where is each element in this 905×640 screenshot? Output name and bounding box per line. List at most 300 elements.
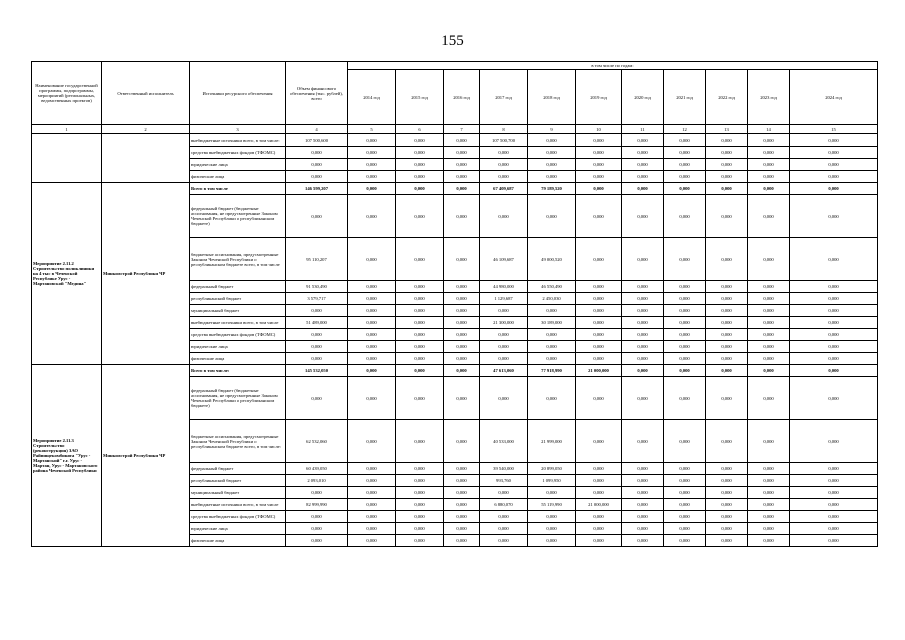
year-amount: 0,000 bbox=[348, 171, 396, 183]
year-amount: 0,000 bbox=[396, 341, 444, 353]
year-amount: 0,000 bbox=[790, 159, 878, 171]
year-amount: 0,000 bbox=[444, 317, 480, 329]
total-amount: 60 439,050 bbox=[286, 463, 348, 475]
year-amount: 0,000 bbox=[748, 134, 790, 147]
responsible-executor: Минкомстрой Республики ЧР bbox=[102, 365, 190, 547]
year-amount: 0,000 bbox=[528, 511, 576, 523]
year-amount: 0,000 bbox=[622, 281, 664, 293]
year-amount: 0,000 bbox=[396, 281, 444, 293]
year-amount: 0,000 bbox=[396, 420, 444, 463]
total-amount: 51 489,000 bbox=[286, 317, 348, 329]
year-amount: 0,000 bbox=[528, 353, 576, 365]
year-amount: 0,000 bbox=[576, 475, 622, 487]
funding-source: внебюджетные источники всего, в том числе bbox=[190, 317, 286, 329]
year-amount: 0,000 bbox=[706, 329, 748, 341]
year-amount: 0,000 bbox=[576, 281, 622, 293]
year-amount: 0,000 bbox=[396, 511, 444, 523]
year-amount: 0,000 bbox=[576, 317, 622, 329]
year-amount: 0,000 bbox=[664, 293, 706, 305]
year-amount: 79 189,520 bbox=[528, 183, 576, 195]
year-amount: 0,000 bbox=[576, 329, 622, 341]
year-amount: 0,000 bbox=[706, 377, 748, 420]
year-amount: 0,000 bbox=[664, 523, 706, 535]
year-amount: 0,000 bbox=[528, 487, 576, 499]
header-year: 2021 год bbox=[664, 70, 706, 125]
year-amount: 0,000 bbox=[622, 487, 664, 499]
year-amount: 0,000 bbox=[348, 159, 396, 171]
year-amount: 0,000 bbox=[480, 305, 528, 317]
year-amount: 0,000 bbox=[622, 171, 664, 183]
year-amount: 0,000 bbox=[748, 183, 790, 195]
year-amount: 0,000 bbox=[396, 353, 444, 365]
year-amount: 0,000 bbox=[748, 475, 790, 487]
header-year: 2020 год bbox=[622, 70, 664, 125]
year-amount: 0,000 bbox=[480, 171, 528, 183]
year-amount: 0,000 bbox=[444, 195, 480, 238]
column-number: 6 bbox=[396, 125, 444, 134]
activity-name: Мероприятие 2.11.3 Строительство (реконструкция) ЗАО Райпищекомбината "Урус - Мартанский" г.г. Урус - Мартан, Урус - Мартановского района Чеченской Республики bbox=[32, 365, 102, 547]
funding-source: муниципальный бюджет bbox=[190, 487, 286, 499]
header-year: 2019 год bbox=[576, 70, 622, 125]
year-amount: 0,000 bbox=[706, 341, 748, 353]
year-amount: 107 500,700 bbox=[480, 134, 528, 147]
year-amount: 0,000 bbox=[748, 535, 790, 547]
year-amount: 21 000,000 bbox=[576, 365, 622, 377]
total-amount: 91 530,490 bbox=[286, 281, 348, 293]
year-amount: 0,000 bbox=[576, 195, 622, 238]
year-amount: 0,000 bbox=[396, 293, 444, 305]
funding-source: федеральный бюджет (бюджетные ассигнования, не предусмотренные Законом Чеченской Республики о республиканском бюджете) bbox=[190, 195, 286, 238]
header-executor: Ответственный исполнитель bbox=[102, 62, 190, 125]
header-year: 2015 год bbox=[396, 70, 444, 125]
year-amount: 0,000 bbox=[348, 365, 396, 377]
year-amount: 0,000 bbox=[528, 523, 576, 535]
year-amount: 0,000 bbox=[790, 420, 878, 463]
funding-source: внебюджетные источники всего, в том числе bbox=[190, 499, 286, 511]
funding-source: средства внебюджетных фондов (ТФОМС) bbox=[190, 329, 286, 341]
year-amount: 0,000 bbox=[664, 281, 706, 293]
column-number: 11 bbox=[622, 125, 664, 134]
header-year: 2018 год bbox=[528, 70, 576, 125]
year-amount: 0,000 bbox=[706, 535, 748, 547]
year-amount: 0,000 bbox=[576, 353, 622, 365]
table-row bbox=[32, 365, 878, 377]
header-name: Наименование государственной программы, подпрограммы, мероприятий (региональных, ведомственных проектов) bbox=[32, 62, 102, 125]
year-amount: 0,000 bbox=[622, 535, 664, 547]
column-number: 5 bbox=[348, 125, 396, 134]
year-amount: 0,000 bbox=[748, 463, 790, 475]
year-amount: 0,000 bbox=[480, 195, 528, 238]
header-year: 2014 год bbox=[348, 70, 396, 125]
total-amount: 0,000 bbox=[286, 511, 348, 523]
total-amount: 95 110,207 bbox=[286, 238, 348, 281]
year-amount: 0,000 bbox=[396, 147, 444, 159]
header-year: 2024 год bbox=[790, 70, 878, 125]
year-amount: 0,000 bbox=[576, 183, 622, 195]
year-amount: 0,000 bbox=[664, 511, 706, 523]
year-amount: 0,000 bbox=[622, 475, 664, 487]
year-amount: 67 409,687 bbox=[480, 183, 528, 195]
year-amount: 0,000 bbox=[706, 365, 748, 377]
year-amount: 0,000 bbox=[748, 487, 790, 499]
year-amount: 0,000 bbox=[444, 365, 480, 377]
year-amount: 0,000 bbox=[396, 463, 444, 475]
year-amount: 77 918,990 bbox=[528, 365, 576, 377]
year-amount: 21 000,000 bbox=[576, 499, 622, 511]
year-amount: 39 540,000 bbox=[480, 463, 528, 475]
year-amount: 0,000 bbox=[348, 305, 396, 317]
year-amount: 0,000 bbox=[444, 238, 480, 281]
column-number: 3 bbox=[190, 125, 286, 134]
year-amount: 0,000 bbox=[348, 353, 396, 365]
header-source: Источники ресурсного обеспечения bbox=[190, 62, 286, 125]
total-amount: 0,000 bbox=[286, 353, 348, 365]
year-amount: 0,000 bbox=[664, 353, 706, 365]
year-amount: 0,000 bbox=[706, 238, 748, 281]
year-amount: 0,000 bbox=[348, 329, 396, 341]
year-amount: 0,000 bbox=[748, 329, 790, 341]
year-amount: 0,000 bbox=[528, 377, 576, 420]
total-amount: 3 579,717 bbox=[286, 293, 348, 305]
year-amount: 0,000 bbox=[444, 420, 480, 463]
funding-source: федеральный бюджет bbox=[190, 463, 286, 475]
year-amount: 0,000 bbox=[348, 341, 396, 353]
year-amount: 0,000 bbox=[748, 499, 790, 511]
total-amount: 2 093,010 bbox=[286, 475, 348, 487]
year-amount: 0,000 bbox=[480, 329, 528, 341]
year-amount: 0,000 bbox=[790, 535, 878, 547]
year-amount: 0,000 bbox=[348, 238, 396, 281]
header-year: 2016 год bbox=[444, 70, 480, 125]
year-amount: 0,000 bbox=[622, 353, 664, 365]
year-amount: 0,000 bbox=[664, 499, 706, 511]
year-amount: 40 533,000 bbox=[480, 420, 528, 463]
total-amount: 0,000 bbox=[286, 341, 348, 353]
activity-name bbox=[32, 134, 102, 183]
year-amount: 0,000 bbox=[622, 499, 664, 511]
funding-source: внебюджетные источники всего, в том числе: bbox=[190, 134, 286, 147]
year-amount: 0,000 bbox=[706, 195, 748, 238]
funding-source: средства внебюджетных фондов (ТФОМС) bbox=[190, 511, 286, 523]
year-amount: 0,000 bbox=[706, 147, 748, 159]
year-amount: 0,000 bbox=[576, 377, 622, 420]
year-amount: 0,000 bbox=[348, 420, 396, 463]
year-amount: 0,000 bbox=[706, 183, 748, 195]
year-amount: 0,000 bbox=[348, 195, 396, 238]
year-amount: 0,000 bbox=[790, 171, 878, 183]
year-amount: 0,000 bbox=[706, 171, 748, 183]
year-amount: 0,000 bbox=[706, 353, 748, 365]
year-amount: 0,000 bbox=[622, 305, 664, 317]
year-amount: 0,000 bbox=[748, 147, 790, 159]
year-amount: 0,000 bbox=[706, 305, 748, 317]
year-amount: 0,000 bbox=[444, 523, 480, 535]
year-amount: 0,000 bbox=[748, 377, 790, 420]
year-amount: 0,000 bbox=[706, 511, 748, 523]
year-amount: 0,000 bbox=[396, 523, 444, 535]
year-amount: 0,000 bbox=[396, 183, 444, 195]
year-amount: 0,000 bbox=[576, 523, 622, 535]
year-amount: 0,000 bbox=[444, 281, 480, 293]
year-amount: 0,000 bbox=[444, 134, 480, 147]
table-row bbox=[32, 134, 878, 147]
column-number: 13 bbox=[706, 125, 748, 134]
year-amount: 0,000 bbox=[348, 475, 396, 487]
column-number: 12 bbox=[664, 125, 706, 134]
funding-source: Всего в том числе bbox=[190, 183, 286, 195]
year-amount: 0,000 bbox=[706, 463, 748, 475]
total-amount: 0,000 bbox=[286, 329, 348, 341]
total-amount: 0,000 bbox=[286, 159, 348, 171]
column-number: 7 bbox=[444, 125, 480, 134]
year-amount: 0,000 bbox=[528, 147, 576, 159]
year-amount: 0,000 bbox=[748, 293, 790, 305]
year-amount: 0,000 bbox=[790, 523, 878, 535]
year-amount: 0,000 bbox=[664, 238, 706, 281]
year-amount: 0,000 bbox=[396, 134, 444, 147]
year-amount: 0,000 bbox=[348, 377, 396, 420]
year-amount: 0,000 bbox=[396, 238, 444, 281]
year-amount: 0,000 bbox=[348, 134, 396, 147]
total-amount: 145 532,050 bbox=[286, 365, 348, 377]
page-number: 155 bbox=[441, 33, 464, 49]
year-amount: 0,000 bbox=[576, 420, 622, 463]
column-number: 8 bbox=[480, 125, 528, 134]
column-number: 10 bbox=[576, 125, 622, 134]
year-amount: 0,000 bbox=[664, 147, 706, 159]
year-amount: 44 980,000 bbox=[480, 281, 528, 293]
year-amount: 0,000 bbox=[480, 341, 528, 353]
year-amount: 0,000 bbox=[444, 511, 480, 523]
year-amount: 993,760 bbox=[480, 475, 528, 487]
year-amount: 55 119,990 bbox=[528, 499, 576, 511]
year-amount: 0,000 bbox=[622, 238, 664, 281]
year-amount: 0,000 bbox=[664, 535, 706, 547]
funding-source: бюджетные ассигнования, предусмотренные Законом Чеченской Республики о республиканском бюджете всего, в том числе: bbox=[190, 420, 286, 463]
year-amount: 0,000 bbox=[480, 353, 528, 365]
year-amount: 0,000 bbox=[790, 238, 878, 281]
year-amount: 0,000 bbox=[444, 377, 480, 420]
year-amount: 0,000 bbox=[790, 511, 878, 523]
responsible-executor: Минкомстрой Республики ЧР bbox=[102, 183, 190, 365]
year-amount: 0,000 bbox=[790, 195, 878, 238]
year-amount: 0,000 bbox=[706, 487, 748, 499]
header-year: 2023 год bbox=[748, 70, 790, 125]
year-amount: 0,000 bbox=[706, 293, 748, 305]
year-amount: 0,000 bbox=[706, 281, 748, 293]
year-amount: 0,000 bbox=[528, 171, 576, 183]
year-amount: 0,000 bbox=[444, 159, 480, 171]
year-amount: 0,000 bbox=[480, 159, 528, 171]
total-amount: 82 999,990 bbox=[286, 499, 348, 511]
total-amount: 0,000 bbox=[286, 535, 348, 547]
year-amount: 0,000 bbox=[664, 377, 706, 420]
year-amount: 0,000 bbox=[748, 511, 790, 523]
year-amount: 0,000 bbox=[444, 183, 480, 195]
year-amount: 0,000 bbox=[396, 317, 444, 329]
year-amount: 0,000 bbox=[790, 147, 878, 159]
year-amount: 0,000 bbox=[748, 195, 790, 238]
year-amount: 0,000 bbox=[622, 463, 664, 475]
year-amount: 0,000 bbox=[444, 171, 480, 183]
total-amount: 62 532,060 bbox=[286, 420, 348, 463]
funding-source: физические лица bbox=[190, 353, 286, 365]
funding-source: федеральный бюджет (бюджетные ассигнования, не предусмотренные Законом Чеченской Республики о республиканском бюджете) bbox=[190, 377, 286, 420]
year-amount: 0,000 bbox=[706, 523, 748, 535]
total-amount: 0,000 bbox=[286, 487, 348, 499]
total-amount: 0,000 bbox=[286, 171, 348, 183]
total-amount: 0,000 bbox=[286, 305, 348, 317]
year-amount: 0,000 bbox=[528, 535, 576, 547]
total-amount: 0,000 bbox=[286, 147, 348, 159]
year-amount: 0,000 bbox=[748, 353, 790, 365]
header-total: Объем финансового обеспечения (тыс. рублей), всего bbox=[286, 62, 348, 125]
year-amount: 0,000 bbox=[576, 147, 622, 159]
year-amount: 0,000 bbox=[748, 238, 790, 281]
year-amount: 46 109,687 bbox=[480, 238, 528, 281]
year-amount: 49 000,520 bbox=[528, 238, 576, 281]
year-amount: 0,000 bbox=[528, 195, 576, 238]
year-amount: 0,000 bbox=[790, 353, 878, 365]
year-amount: 0,000 bbox=[790, 463, 878, 475]
year-amount: 0,000 bbox=[396, 159, 444, 171]
year-amount: 0,000 bbox=[748, 281, 790, 293]
year-amount: 0,000 bbox=[622, 329, 664, 341]
year-amount: 0,000 bbox=[396, 195, 444, 238]
year-amount: 0,000 bbox=[664, 329, 706, 341]
year-amount: 0,000 bbox=[706, 499, 748, 511]
year-amount: 0,000 bbox=[664, 317, 706, 329]
year-amount: 0,000 bbox=[396, 499, 444, 511]
year-amount: 0,000 bbox=[790, 329, 878, 341]
year-amount: 0,000 bbox=[528, 159, 576, 171]
funding-source: юридические лица bbox=[190, 159, 286, 171]
funding-source: муниципальный бюджет bbox=[190, 305, 286, 317]
year-amount: 0,000 bbox=[480, 511, 528, 523]
year-amount: 0,000 bbox=[622, 365, 664, 377]
year-amount: 0,000 bbox=[748, 523, 790, 535]
year-amount: 0,000 bbox=[664, 195, 706, 238]
column-number: 4 bbox=[286, 125, 348, 134]
year-amount: 0,000 bbox=[790, 305, 878, 317]
activity-name: Мероприятие 2.11.2 Строительство поликлиники на 4 тыс в Чеченской Республике Урус - Мартановской "Медина" bbox=[32, 183, 102, 365]
year-amount: 0,000 bbox=[664, 134, 706, 147]
year-amount: 0,000 bbox=[748, 305, 790, 317]
year-amount: 0,000 bbox=[664, 487, 706, 499]
year-amount: 0,000 bbox=[528, 329, 576, 341]
year-amount: 0,000 bbox=[664, 420, 706, 463]
header-year: 2017 год bbox=[480, 70, 528, 125]
year-amount: 0,000 bbox=[790, 183, 878, 195]
year-amount: 0,000 bbox=[480, 523, 528, 535]
year-amount: 0,000 bbox=[396, 171, 444, 183]
year-amount: 0,000 bbox=[348, 317, 396, 329]
year-amount: 20 899,050 bbox=[528, 463, 576, 475]
funding-source: федеральный бюджет bbox=[190, 281, 286, 293]
year-amount: 0,000 bbox=[396, 329, 444, 341]
year-amount: 0,000 bbox=[706, 475, 748, 487]
column-number: 15 bbox=[790, 125, 878, 134]
year-amount: 0,000 bbox=[444, 329, 480, 341]
year-amount: 0,000 bbox=[528, 134, 576, 147]
year-amount: 0,000 bbox=[622, 377, 664, 420]
year-amount: 0,000 bbox=[622, 511, 664, 523]
year-amount: 0,000 bbox=[444, 535, 480, 547]
year-amount: 0,000 bbox=[348, 147, 396, 159]
year-amount: 46 550,490 bbox=[528, 281, 576, 293]
funding-source: республиканский бюджет bbox=[190, 293, 286, 305]
year-amount: 0,000 bbox=[664, 365, 706, 377]
year-amount: 0,000 bbox=[664, 341, 706, 353]
year-amount: 1 129,687 bbox=[480, 293, 528, 305]
year-amount: 0,000 bbox=[576, 463, 622, 475]
year-amount: 0,000 bbox=[528, 341, 576, 353]
funding-source: средства внебюджетных фондов (ТФОМС) bbox=[190, 147, 286, 159]
year-amount: 0,000 bbox=[348, 499, 396, 511]
table-row bbox=[32, 183, 878, 195]
year-amount: 0,000 bbox=[396, 365, 444, 377]
year-amount: 0,000 bbox=[622, 293, 664, 305]
year-amount: 0,000 bbox=[396, 377, 444, 420]
year-amount: 0,000 bbox=[576, 341, 622, 353]
year-amount: 21 300,000 bbox=[480, 317, 528, 329]
year-amount: 0,000 bbox=[748, 171, 790, 183]
year-amount: 0,000 bbox=[576, 238, 622, 281]
year-amount: 0,000 bbox=[576, 159, 622, 171]
year-amount: 0,000 bbox=[444, 353, 480, 365]
year-amount: 0,000 bbox=[790, 317, 878, 329]
year-amount: 0,000 bbox=[622, 523, 664, 535]
year-amount: 0,000 bbox=[348, 511, 396, 523]
year-amount: 0,000 bbox=[480, 147, 528, 159]
year-amount: 0,000 bbox=[622, 420, 664, 463]
year-amount: 0,000 bbox=[444, 499, 480, 511]
year-amount: 0,000 bbox=[748, 365, 790, 377]
year-amount: 0,000 bbox=[790, 293, 878, 305]
year-amount: 0,000 bbox=[664, 475, 706, 487]
year-amount: 0,000 bbox=[396, 475, 444, 487]
year-amount: 0,000 bbox=[664, 171, 706, 183]
column-number: 2 bbox=[102, 125, 190, 134]
year-amount: 0,000 bbox=[622, 317, 664, 329]
funding-table bbox=[31, 61, 878, 547]
year-amount: 0,000 bbox=[528, 305, 576, 317]
year-amount: 0,000 bbox=[622, 134, 664, 147]
year-amount: 0,000 bbox=[790, 134, 878, 147]
year-amount: 0,000 bbox=[396, 487, 444, 499]
total-amount: 0,000 bbox=[286, 377, 348, 420]
column-number: 9 bbox=[528, 125, 576, 134]
year-amount: 0,000 bbox=[790, 377, 878, 420]
year-amount: 0,000 bbox=[706, 420, 748, 463]
funding-source: бюджетные ассигнования, предусмотренные Законом Чеченской Республики о республиканском бюджете всего, в том числе bbox=[190, 238, 286, 281]
year-amount: 0,000 bbox=[348, 463, 396, 475]
year-amount: 0,000 bbox=[706, 317, 748, 329]
year-amount: 0,000 bbox=[748, 317, 790, 329]
year-amount: 30 189,000 bbox=[528, 317, 576, 329]
year-amount: 0,000 bbox=[444, 305, 480, 317]
header-year: 2022 год bbox=[706, 70, 748, 125]
year-amount: 0,000 bbox=[622, 341, 664, 353]
year-amount: 0,000 bbox=[576, 535, 622, 547]
total-amount: 146 599,207 bbox=[286, 183, 348, 195]
year-amount: 0,000 bbox=[444, 341, 480, 353]
year-amount: 0,000 bbox=[348, 535, 396, 547]
year-amount: 0,000 bbox=[790, 499, 878, 511]
year-amount: 0,000 bbox=[576, 134, 622, 147]
total-amount: 0,000 bbox=[286, 195, 348, 238]
responsible-executor bbox=[102, 134, 190, 183]
